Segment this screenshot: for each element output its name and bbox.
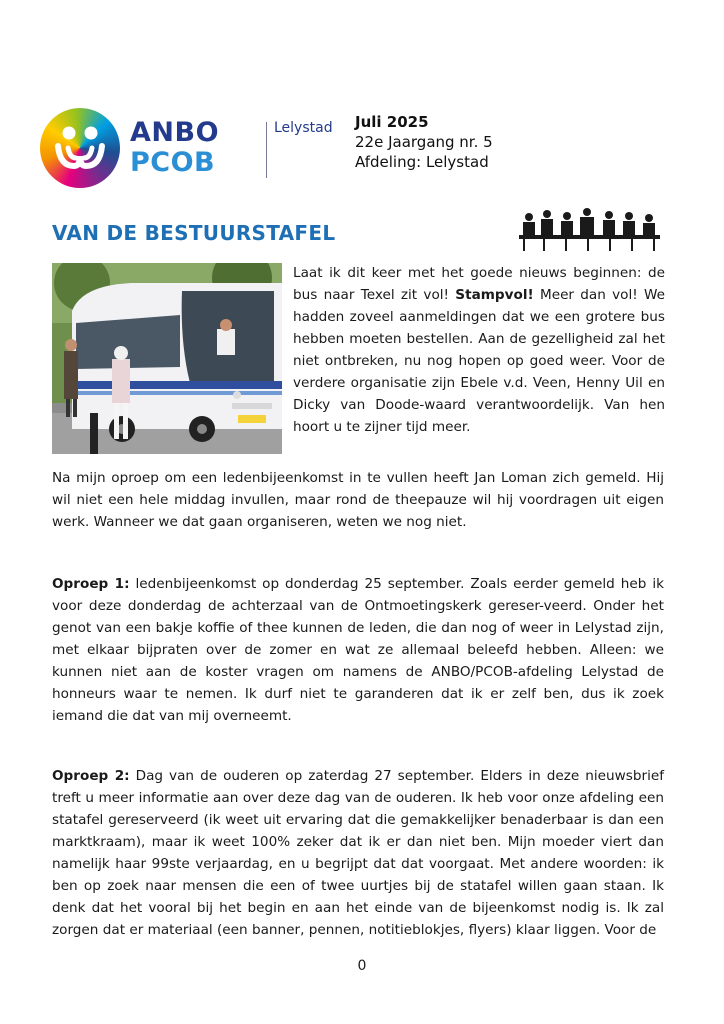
paragraph-oproep-1	[52, 573, 664, 727]
paragraph-oproep-2	[52, 765, 664, 941]
oproep-2-label: Oproep 2:	[52, 768, 130, 784]
intro-text-end: Meer dan vol! We hadden zoveel aanmeldingen dat we een grotere bus hebben moeten bestellen. Aan de gezelligheid zal het niet ontbreken, nu nog hopen op goed weer. Voor de verdere organisatie zijn Ebele v.d. Veen, Henny Uil en Dicky van Doode-waard verantwoordelijk. Van hen hoort u te zijner tijd meer.	[293, 287, 666, 435]
issue-info	[355, 112, 493, 172]
paragraph-jan-loman: Na mijn oproep om een ledenbijeenkomst in te vullen heeft Jan Loman zich gemeld. Hij wil niet een hele middag invullen, maar rond de theepauze wil hij voordragen uit eigen werk. Wanneer we dat gaan organiseren, weten we nog niet.	[52, 470, 664, 530]
issue-branch: Afdeling: Lelystad	[355, 153, 489, 171]
logo-anbo-text: ANBO	[130, 117, 220, 148]
bus-photo	[52, 263, 282, 454]
page-number: 0	[357, 958, 367, 974]
oproep-1-label: Oproep 1:	[52, 576, 130, 592]
anbo-pcob-logo	[40, 108, 333, 190]
intro-paragraph	[293, 262, 665, 438]
intro-text-start: Laat ik dit keer met het goede nieuws beginnen: de bus naar Texel zit vol!	[293, 265, 665, 303]
logo-divider	[266, 122, 267, 178]
logo-emblem-icon	[40, 108, 120, 188]
logo-pcob-text: PCOB	[130, 147, 216, 178]
boardroom-meeting-icon	[517, 206, 662, 252]
logo-city: Lelystad	[274, 120, 333, 136]
intro-emphasis: Stampvol!	[455, 287, 534, 303]
issue-month: Juli 2025	[355, 113, 429, 131]
section-title: VAN DE BESTUURSTAFEL	[52, 221, 336, 245]
issue-volume: 22e Jaargang nr. 5	[355, 133, 493, 151]
oproep-1-text: ledenbijeenkomst op donderdag 25 september. Zoals eerder gemeld heb ik voor deze donderdag de achterzaal van de Ontmoetingskerk gereser-veerd. Onder het genot van een bakje koffie of thee kunnen de leden, die dan nog of weer in Lelystad zijn, met elkaar bijpraten over de zomer en wat ze allemaal beleefd hebben. Alleen: we kunnen niet aan de koster vragen om namens de ANBO/PCOB-afdeling Lelystad de honneurs waar te nemen. Ik durf niet te garanderen dat ik er zelf ben, dus ik zoek iemand die dat van mij overneemt.	[52, 576, 664, 724]
oproep-2-text: Dag van de ouderen op zaterdag 27 september. Elders in deze nieuwsbrief treft u meer informatie aan over deze dag van de ouderen. Ik heb voor onze afdeling een statafel gereserveerd (ik weet uit ervaring dat die gemakkelijker benaderbaar is dan een marktkraam), maar ik weet 100% zeker dat ik er dan niet ben. Mijn moeder viert dan namelijk haar 99ste verjaardag, en u begrijpt dat dat voorgaat. Met andere woorden: ik ben op zoek naar mensen die een of twee uurtjes bij de statafel willen gaan staan. Ik denk dat het vooral bij het begin en aan het einde van de bijeenkomst nodig is. Ik zal zorgen dat er materiaal (een banner, pennen, notitieblokjes, flyers) klaar liggen. Voor de	[52, 768, 664, 938]
